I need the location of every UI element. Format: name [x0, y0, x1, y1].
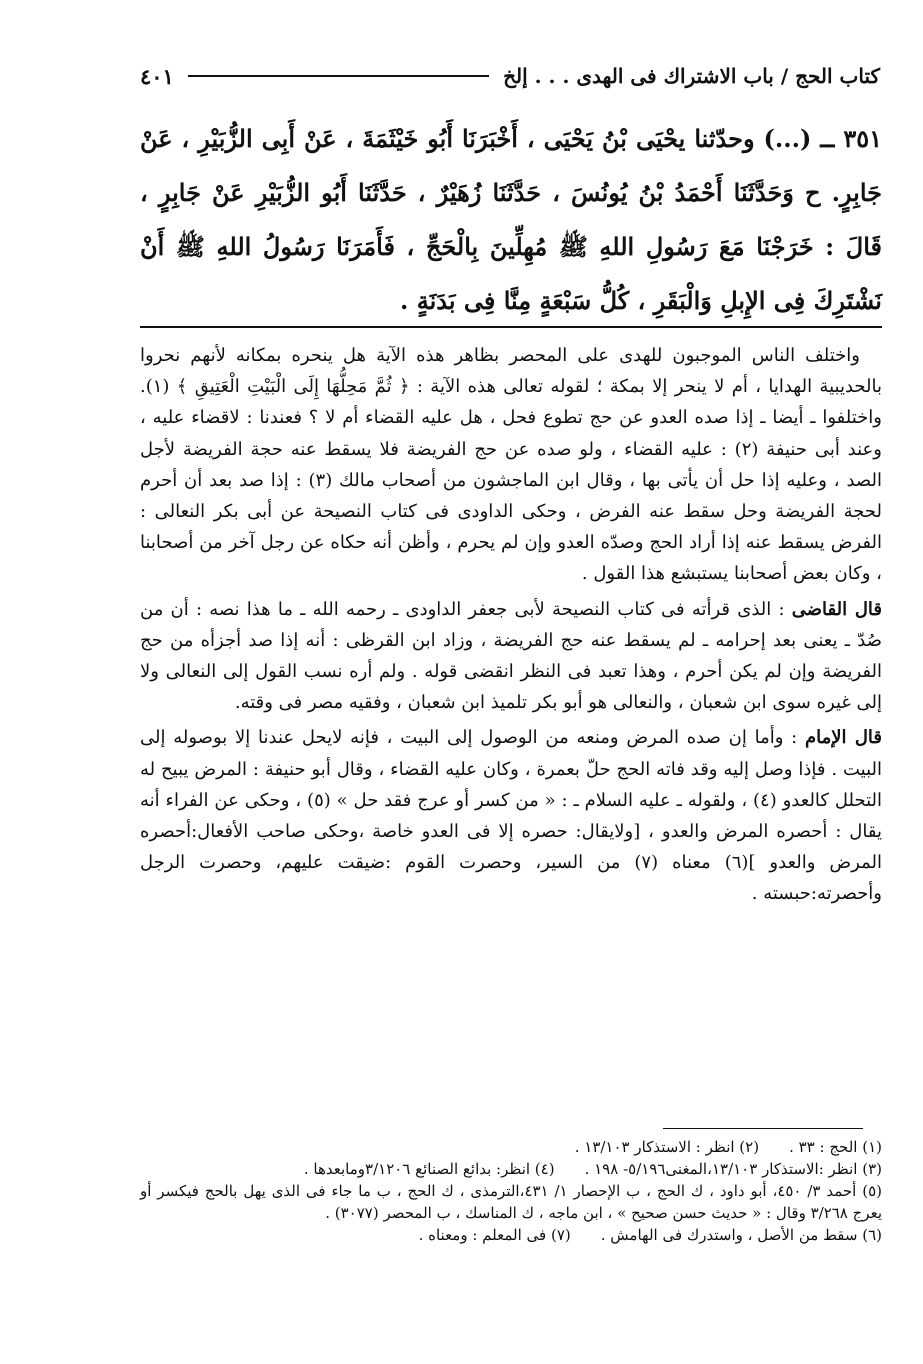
footnote: (٤) انظر: بدائع الصنائع ٣/١٢٠٦ومابعدها .	[303, 1160, 555, 1178]
section-divider	[140, 326, 882, 328]
footnotes	[140, 1136, 882, 1246]
commentary-paragraph	[140, 722, 882, 909]
running-header	[140, 58, 880, 94]
footnote: (١) الحج : ٣٣ .	[789, 1138, 882, 1156]
chapter-title: كتاب الحج / باب الاشتراك فى الهدى . . . إلخ	[503, 64, 880, 88]
footnote: (٣) انظر :الاستذكار ١٣/١٠٣،المغنى٥/١٩٦- ١٩٨ .	[584, 1160, 882, 1178]
header-rule	[188, 75, 489, 77]
paragraph-body: : وأما إن صده المرض ومنعه من الوصول إلى البيت ، فإنه لايحل عندنا إلا بوصوله إلى البيت . فإذا وصل إليه وقد فاته الحج حلّ بعمرة ، وكان عليه القضاء ، وقال أبو حنيفة : المرض يبيح له التحلل كالعدو (٤) ، ولقوله ـ عليه السلام ـ : « من كسر أو عرج فقد حل » (٥) ، وحكى عن الفراء أنه يقال : أحصره المرض والعدو ، [ولايقال: حصره إلا فى العدو خاصة ،وحكى صاحب الأفعال:أحصره المرض والعدو ](٦) معناه (٧) من السير، وحصرت القوم :ضيقت عليهم، وحصرت الرجل وأحصرته:حبسته .	[140, 727, 882, 905]
hadith-text-block	[140, 112, 882, 328]
footnote-separator	[663, 1128, 863, 1129]
page-number: ٤٠١	[140, 63, 174, 89]
speaker-label: قال القاضى	[791, 598, 882, 620]
footnote: (٥) أحمد ٣/ ٤٥٠، أبو داود ، ك الحج ، ب الإحصار ١/ ٤٣١،الترمذى ، ك الحج ، ب ما جاء فى الذى يهل بالحج فيكسر أو يعرج ٣/٢٦٨ وقال : « حديث حسن صحيح » ، ابن ماجه ، ك المناسك ، ب المحصر (٣٠٧٧) .	[140, 1182, 883, 1222]
commentary-paragraph	[140, 594, 882, 719]
footnote: (٧) فى المعلم : ومعناه .	[418, 1226, 571, 1244]
footnote: (٦) سقط من الأصل ، واستدرك فى الهامش .	[600, 1226, 882, 1244]
footnote-row	[140, 1158, 882, 1180]
speaker-label: قال الإمام	[804, 727, 882, 749]
footnote-row	[140, 1136, 882, 1158]
hadith-text: ٣٥١ ــ (...) وحدّثنا يحْيَى بْنُ يَحْيَى ، أَخْبَرَنَا أَبُو خَيْثَمَةَ ، عَنْ أَبِى الزُّبَيْرِ ، عَنْ جَابِرٍ. ح وَحَدَّثَنَا أَحْمَدُ بْنُ يُونُسَ ، حَدَّثَنَا زُهَيْرٌ ، حَدَّثَنَا أَبُو الزُّبَيْرِ عَنْ جَابِرٍ ، قَالَ : خَرَجْنَا مَعَ رَسُولِ اللهِ ﷺ مُهِلِّينَ بِالْحَجِّ ، فَأَمَرَنَا رَسُولُ اللهِ ﷺ أَنْ نَشْتَرِكَ فِى الإِبلِ وَالْبَقَرِ ، كُلُّ سَبْعَةٍ مِنَّا فِى بَدَنَةٍ .	[140, 124, 882, 315]
commentary-block	[140, 340, 882, 914]
commentary-paragraph: واختلف الناس الموجبون للهدى على المحصر بظاهر هذه الآية هل ينحره بمكانه لأنهم نحروا بالحديبية الهدايا ، أم لا ينحر إلا بمكة ؛ لقوله تعالى هذه الآية : ﴿ ثُمَّ مَحِلُّهَا إِلَى الْبَيْتِ الْعَتِيقِ ﴾ (١). واختلفوا ـ أيضا ـ إذا صده العدو عن حج تطوع فحل ، هل عليه القضاء أم لا ؟ فعندنا : لاقضاء عليه ، وعند أبى حنيفة (٢) : عليه القضاء ، ولو صده عن حج الفريضة فلا يسقط عنه حجة الفريضة لأجل الصد ، وعليه إذا حل أن يأتى بها ، وقال ابن الماجشون من أصحاب مالك (٣) : إذا صد بعد أن أحرم لحجة الفريضة وحل سقط عنه الفرض ، وحكى الداودى فى كتاب النصيحة عن أبى بكر النعالى : الفرض يسقط عنه إذا أراد الحج وصدّه العدو وإن لم يحرم ، وأظن أنه حكاه عن رجل آخر من أصحابنا ، وكان بعض أصحابنا يستبشع هذا القول .	[140, 345, 883, 585]
footnote-row	[140, 1224, 882, 1246]
footnote-block	[140, 1180, 882, 1224]
paragraph-body: : الذى قرأته فى كتاب النصيحة لأبى جعفر الداودى ـ رحمه الله ـ ما هذا نصه : أن من صُدّ ـ يعنى بعد إحرامه ـ لم يسقط عنه حج الفريضة ، وزاد ابن القرظى : أنه إذا صد أجزأه من حج الفريضة وإن لم يكن أحرم ، وهذا تعبد فى النظر انقضى قوله . ولم أره نسب القول إلى النعالى ولا إلى غيره سوى ابن شعبان ، والنعالى هو أبو بكر تلميذ ابن شعبان ، وفقيه مصر فى وقته.	[140, 598, 882, 714]
footnote: (٢) انظر : الاستذكار ١٣/١٠٣ .	[574, 1138, 760, 1156]
